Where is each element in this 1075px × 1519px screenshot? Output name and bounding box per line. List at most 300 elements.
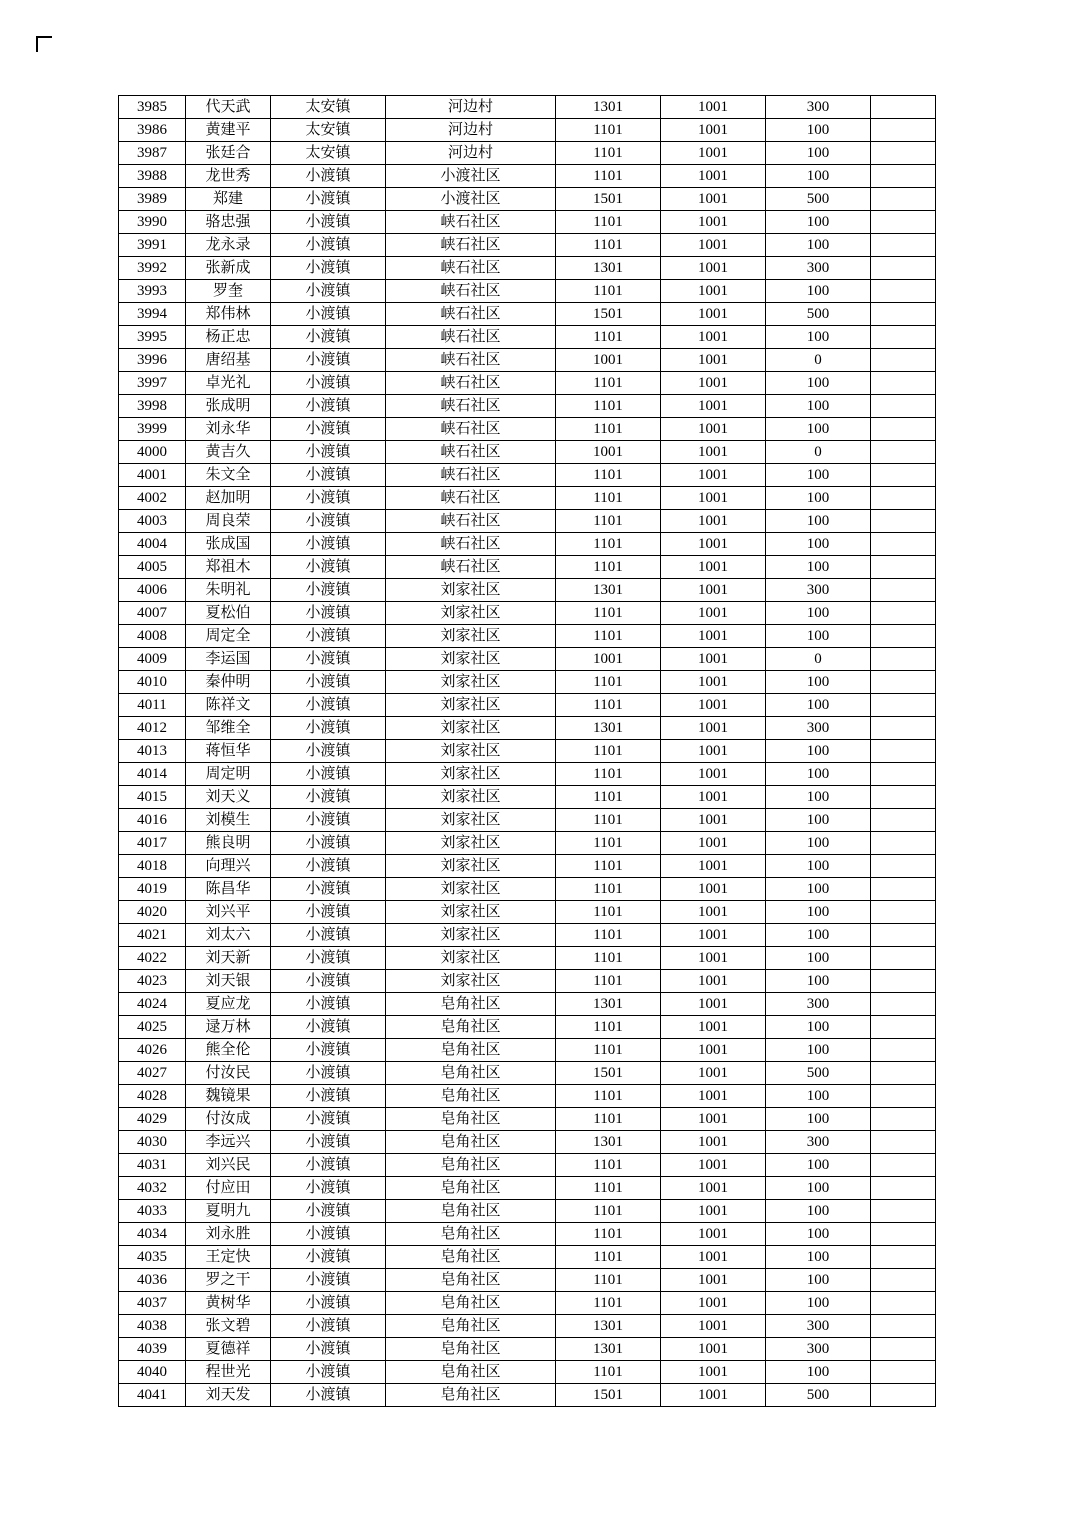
table-cell	[871, 188, 936, 211]
table-cell: 100	[766, 533, 871, 556]
table-cell: 程世光	[186, 1361, 271, 1384]
table-cell: 1001	[661, 96, 766, 119]
table-cell: 4038	[119, 1315, 186, 1338]
table-cell: 1101	[556, 1269, 661, 1292]
table-cell: 小渡镇	[271, 602, 386, 625]
table-cell: 蒋恒华	[186, 740, 271, 763]
table-cell: 100	[766, 464, 871, 487]
table-cell: 1001	[661, 1062, 766, 1085]
table-cell: 4003	[119, 510, 186, 533]
table-cell: 刘太六	[186, 924, 271, 947]
table-row	[119, 188, 936, 211]
table-row	[119, 142, 936, 165]
table-cell: 1001	[661, 671, 766, 694]
table-cell: 1001	[661, 625, 766, 648]
table-cell: 4022	[119, 947, 186, 970]
table-cell: 夏明九	[186, 1200, 271, 1223]
table-cell: 峡石社区	[386, 556, 556, 579]
table-cell	[871, 1016, 936, 1039]
table-cell: 4015	[119, 786, 186, 809]
table-cell: 逯万林	[186, 1016, 271, 1039]
table-cell: 1001	[661, 901, 766, 924]
table-cell: 100	[766, 119, 871, 142]
table-cell: 1001	[661, 809, 766, 832]
table-cell	[871, 1154, 936, 1177]
table-cell: 小渡镇	[271, 487, 386, 510]
table-row	[119, 579, 936, 602]
table-cell	[871, 1039, 936, 1062]
table-cell: 4012	[119, 717, 186, 740]
table-cell: 小渡镇	[271, 1269, 386, 1292]
table-row	[119, 280, 936, 303]
table-cell: 1001	[661, 395, 766, 418]
table-cell: 3986	[119, 119, 186, 142]
table-cell	[871, 464, 936, 487]
table-cell: 1001	[661, 1384, 766, 1407]
table-cell: 1001	[661, 1338, 766, 1361]
table-cell: 1301	[556, 96, 661, 119]
table-cell: 熊全伦	[186, 1039, 271, 1062]
table-cell: 300	[766, 257, 871, 280]
table-cell: 刘家社区	[386, 694, 556, 717]
table-cell	[871, 234, 936, 257]
table-cell: 刘家社区	[386, 924, 556, 947]
table-cell	[871, 1384, 936, 1407]
table-cell: 小渡镇	[271, 924, 386, 947]
table-cell: 小渡镇	[271, 1131, 386, 1154]
table-cell: 1101	[556, 1246, 661, 1269]
table-cell: 4030	[119, 1131, 186, 1154]
table-row	[119, 1062, 936, 1085]
table-cell	[871, 878, 936, 901]
table-cell: 夏松伯	[186, 602, 271, 625]
table-cell: 1101	[556, 625, 661, 648]
table-cell: 皂角社区	[386, 1315, 556, 1338]
table-cell	[871, 1315, 936, 1338]
table-row	[119, 1223, 936, 1246]
table-cell: 100	[766, 602, 871, 625]
table-cell: 1101	[556, 211, 661, 234]
table-row	[119, 1039, 936, 1062]
table-cell: 小渡镇	[271, 349, 386, 372]
table-cell: 夏应龙	[186, 993, 271, 1016]
table-cell: 1001	[661, 717, 766, 740]
table-cell	[871, 1200, 936, 1223]
table-cell: 小渡镇	[271, 418, 386, 441]
table-row	[119, 326, 936, 349]
table-cell	[871, 1085, 936, 1108]
table-cell: 峡石社区	[386, 441, 556, 464]
table-cell: 龙永录	[186, 234, 271, 257]
table-cell: 皂角社区	[386, 1016, 556, 1039]
table-cell: 小渡镇	[271, 1200, 386, 1223]
table-cell: 小渡镇	[271, 1223, 386, 1246]
table-cell: 4031	[119, 1154, 186, 1177]
table-cell: 1001	[661, 855, 766, 878]
table-cell: 3995	[119, 326, 186, 349]
table-cell: 1101	[556, 510, 661, 533]
table-cell: 0	[766, 648, 871, 671]
table-cell: 100	[766, 1269, 871, 1292]
table-cell: 峡石社区	[386, 464, 556, 487]
table-cell: 1301	[556, 1315, 661, 1338]
table-cell: 河边村	[386, 119, 556, 142]
table-cell: 1101	[556, 119, 661, 142]
table-cell: 1001	[661, 533, 766, 556]
table-cell: 小渡镇	[271, 464, 386, 487]
table-cell: 峡石社区	[386, 395, 556, 418]
table-cell: 1301	[556, 717, 661, 740]
table-row	[119, 947, 936, 970]
table-cell: 皂角社区	[386, 1200, 556, 1223]
table-cell: 4009	[119, 648, 186, 671]
table-cell: 河边村	[386, 142, 556, 165]
table-cell: 4021	[119, 924, 186, 947]
table-cell: 4008	[119, 625, 186, 648]
table-cell: 1001	[661, 970, 766, 993]
table-cell: 100	[766, 924, 871, 947]
table-cell: 小渡镇	[271, 671, 386, 694]
table-cell: 皂角社区	[386, 1246, 556, 1269]
table-row	[119, 418, 936, 441]
table-cell: 1001	[661, 510, 766, 533]
table-cell: 朱文全	[186, 464, 271, 487]
table-cell: 小渡镇	[271, 579, 386, 602]
table-cell	[871, 418, 936, 441]
table-cell	[871, 303, 936, 326]
table-cell	[871, 165, 936, 188]
table-cell	[871, 1223, 936, 1246]
table-row	[119, 165, 936, 188]
table-cell: 1001	[661, 1131, 766, 1154]
table-cell: 小渡镇	[271, 1039, 386, 1062]
table-cell: 4018	[119, 855, 186, 878]
table-cell: 300	[766, 1315, 871, 1338]
table-cell: 龙世秀	[186, 165, 271, 188]
table-cell: 4035	[119, 1246, 186, 1269]
table-cell: 1501	[556, 188, 661, 211]
table-cell: 李运国	[186, 648, 271, 671]
table-cell: 峡石社区	[386, 418, 556, 441]
table-cell: 300	[766, 717, 871, 740]
table-cell: 4033	[119, 1200, 186, 1223]
table-cell	[871, 510, 936, 533]
table-cell: 1001	[661, 441, 766, 464]
table-cell: 1101	[556, 1223, 661, 1246]
table-cell	[871, 694, 936, 717]
table-cell: 皂角社区	[386, 1108, 556, 1131]
table-cell: 3993	[119, 280, 186, 303]
table-cell: 小渡镇	[271, 1016, 386, 1039]
table-cell: 4000	[119, 441, 186, 464]
table-cell: 郑伟林	[186, 303, 271, 326]
table-cell: 4023	[119, 970, 186, 993]
table-row	[119, 1315, 936, 1338]
table-cell: 3997	[119, 372, 186, 395]
table-cell: 1001	[661, 648, 766, 671]
table-cell: 4006	[119, 579, 186, 602]
table-cell: 1001	[661, 418, 766, 441]
table-cell: 小渡镇	[271, 1154, 386, 1177]
table-cell: 小渡镇	[271, 1177, 386, 1200]
table-cell: 1001	[661, 280, 766, 303]
table-cell: 李远兴	[186, 1131, 271, 1154]
table-cell: 100	[766, 234, 871, 257]
table-cell	[871, 211, 936, 234]
table-cell: 1101	[556, 924, 661, 947]
table-cell: 1001	[661, 1039, 766, 1062]
table-cell: 小渡镇	[271, 372, 386, 395]
table-row	[119, 441, 936, 464]
table-cell: 1001	[661, 211, 766, 234]
table-cell: 1001	[661, 1016, 766, 1039]
table-cell: 4020	[119, 901, 186, 924]
table-cell: 小渡镇	[271, 970, 386, 993]
table-cell: 周良荣	[186, 510, 271, 533]
table-cell: 100	[766, 1177, 871, 1200]
table-cell	[871, 372, 936, 395]
table-cell: 皂角社区	[386, 1223, 556, 1246]
table-cell: 1101	[556, 740, 661, 763]
table-cell: 100	[766, 1246, 871, 1269]
table-cell: 骆忠强	[186, 211, 271, 234]
table-cell: 刘家社区	[386, 625, 556, 648]
table-cell: 张廷合	[186, 142, 271, 165]
table-cell: 皂角社区	[386, 993, 556, 1016]
table-row	[119, 1016, 936, 1039]
table-cell: 小渡镇	[271, 947, 386, 970]
table-cell: 1101	[556, 1016, 661, 1039]
table-cell: 4004	[119, 533, 186, 556]
table-row	[119, 487, 936, 510]
table-row	[119, 234, 936, 257]
table-row	[119, 878, 936, 901]
table-cell: 500	[766, 188, 871, 211]
table-cell: 刘家社区	[386, 717, 556, 740]
table-cell: 黄吉久	[186, 441, 271, 464]
table-cell: 小渡镇	[271, 441, 386, 464]
table-cell: 3994	[119, 303, 186, 326]
table-cell: 1501	[556, 303, 661, 326]
table-cell	[871, 257, 936, 280]
table-cell: 100	[766, 809, 871, 832]
table-cell: 小渡镇	[271, 533, 386, 556]
table-body	[119, 96, 936, 1407]
table-cell: 1001	[661, 740, 766, 763]
table-cell: 小渡镇	[271, 1338, 386, 1361]
table-cell: 0	[766, 441, 871, 464]
table-cell: 4037	[119, 1292, 186, 1315]
table-cell: 皂角社区	[386, 1269, 556, 1292]
table-cell: 1501	[556, 1062, 661, 1085]
table-cell: 100	[766, 1085, 871, 1108]
table-cell: 1001	[661, 924, 766, 947]
table-cell: 4017	[119, 832, 186, 855]
table-cell: 1001	[661, 1315, 766, 1338]
table-cell: 河边村	[386, 96, 556, 119]
table-cell	[871, 119, 936, 142]
table-cell: 峡石社区	[386, 372, 556, 395]
table-cell	[871, 924, 936, 947]
table-cell: 100	[766, 1016, 871, 1039]
table-cell: 1101	[556, 809, 661, 832]
table-cell: 刘家社区	[386, 901, 556, 924]
table-cell: 太安镇	[271, 119, 386, 142]
table-cell: 张成明	[186, 395, 271, 418]
table-row	[119, 464, 936, 487]
table-cell: 1101	[556, 1200, 661, 1223]
table-row	[119, 510, 936, 533]
table-cell: 小渡镇	[271, 901, 386, 924]
table-cell: 100	[766, 1223, 871, 1246]
table-cell	[871, 786, 936, 809]
table-row	[119, 1177, 936, 1200]
table-cell: 1001	[556, 349, 661, 372]
table-cell	[871, 993, 936, 1016]
table-cell: 300	[766, 993, 871, 1016]
table-cell: 100	[766, 901, 871, 924]
table-row	[119, 556, 936, 579]
table-row	[119, 349, 936, 372]
table-cell: 刘家社区	[386, 579, 556, 602]
table-cell: 1001	[661, 142, 766, 165]
table-cell: 1101	[556, 1154, 661, 1177]
table-cell: 小渡镇	[271, 694, 386, 717]
table-row	[119, 96, 936, 119]
table-cell: 皂角社区	[386, 1361, 556, 1384]
table-cell: 小渡镇	[271, 1062, 386, 1085]
table-cell	[871, 1108, 936, 1131]
table-row	[119, 717, 936, 740]
table-cell: 刘兴平	[186, 901, 271, 924]
table-cell: 100	[766, 1292, 871, 1315]
table-cell: 4025	[119, 1016, 186, 1039]
table-cell: 小渡镇	[271, 165, 386, 188]
table-cell	[871, 832, 936, 855]
table-cell: 峡石社区	[386, 487, 556, 510]
table-cell	[871, 1131, 936, 1154]
table-cell	[871, 740, 936, 763]
table-cell: 0	[766, 349, 871, 372]
table-cell: 皂角社区	[386, 1039, 556, 1062]
table-cell: 张新成	[186, 257, 271, 280]
table-row	[119, 1384, 936, 1407]
table-cell: 小渡镇	[271, 1315, 386, 1338]
table-cell: 100	[766, 625, 871, 648]
table-cell: 3987	[119, 142, 186, 165]
table-cell	[871, 625, 936, 648]
table-cell: 小渡镇	[271, 1085, 386, 1108]
table-cell: 100	[766, 694, 871, 717]
table-cell: 郑建	[186, 188, 271, 211]
table-cell: 太安镇	[271, 96, 386, 119]
table-cell: 周定全	[186, 625, 271, 648]
table-cell: 1101	[556, 1177, 661, 1200]
table-cell: 小渡镇	[271, 234, 386, 257]
table-row	[119, 1131, 936, 1154]
table-cell: 4039	[119, 1338, 186, 1361]
table-cell: 1101	[556, 1085, 661, 1108]
table-cell: 3998	[119, 395, 186, 418]
table-cell	[871, 487, 936, 510]
table-cell: 周定明	[186, 763, 271, 786]
table-cell: 1001	[661, 579, 766, 602]
table-cell: 1101	[556, 280, 661, 303]
table-cell: 3990	[119, 211, 186, 234]
table-cell: 100	[766, 211, 871, 234]
table-cell: 小渡镇	[271, 740, 386, 763]
table-cell: 刘家社区	[386, 970, 556, 993]
table-cell: 100	[766, 832, 871, 855]
table-row	[119, 257, 936, 280]
table-cell: 刘天新	[186, 947, 271, 970]
table-cell: 1001	[661, 556, 766, 579]
table-row	[119, 786, 936, 809]
table-cell: 100	[766, 855, 871, 878]
table-cell: 皂角社区	[386, 1177, 556, 1200]
table-cell: 100	[766, 1154, 871, 1177]
table-cell: 刘家社区	[386, 740, 556, 763]
table-cell: 1101	[556, 234, 661, 257]
table-cell: 100	[766, 418, 871, 441]
table-cell: 1001	[661, 119, 766, 142]
table-cell: 1001	[661, 303, 766, 326]
table-row	[119, 694, 936, 717]
table-cell: 1001	[556, 648, 661, 671]
table-cell: 500	[766, 303, 871, 326]
table-cell: 100	[766, 1108, 871, 1131]
table-cell	[871, 648, 936, 671]
table-cell: 100	[766, 1361, 871, 1384]
table-cell: 1101	[556, 326, 661, 349]
table-cell: 1001	[661, 487, 766, 510]
table-cell: 刘永胜	[186, 1223, 271, 1246]
table-cell: 300	[766, 1131, 871, 1154]
table-cell: 付汝民	[186, 1062, 271, 1085]
table-cell: 小渡社区	[386, 165, 556, 188]
table-row	[119, 1246, 936, 1269]
table-cell: 4010	[119, 671, 186, 694]
table-cell: 100	[766, 947, 871, 970]
table-row	[119, 119, 936, 142]
table-cell: 卓光礼	[186, 372, 271, 395]
table-cell: 1001	[661, 694, 766, 717]
table-cell: 小渡镇	[271, 395, 386, 418]
table-cell: 4011	[119, 694, 186, 717]
table-row	[119, 855, 936, 878]
table-row	[119, 1154, 936, 1177]
table-row	[119, 602, 936, 625]
table-cell: 刘永华	[186, 418, 271, 441]
table-cell: 100	[766, 487, 871, 510]
table-cell: 1001	[661, 1108, 766, 1131]
table-cell: 1001	[661, 947, 766, 970]
table-cell	[871, 1269, 936, 1292]
table-cell: 峡石社区	[386, 510, 556, 533]
table-cell: 4036	[119, 1269, 186, 1292]
table-cell: 500	[766, 1062, 871, 1085]
record-table	[118, 95, 936, 1407]
table-cell: 小渡镇	[271, 832, 386, 855]
table-cell: 小渡镇	[271, 510, 386, 533]
table-cell: 1301	[556, 1131, 661, 1154]
table-cell: 小渡镇	[271, 993, 386, 1016]
table-cell: 付汝成	[186, 1108, 271, 1131]
table-cell: 1101	[556, 786, 661, 809]
table-cell: 300	[766, 96, 871, 119]
table-cell: 1101	[556, 533, 661, 556]
table-cell: 峡石社区	[386, 211, 556, 234]
